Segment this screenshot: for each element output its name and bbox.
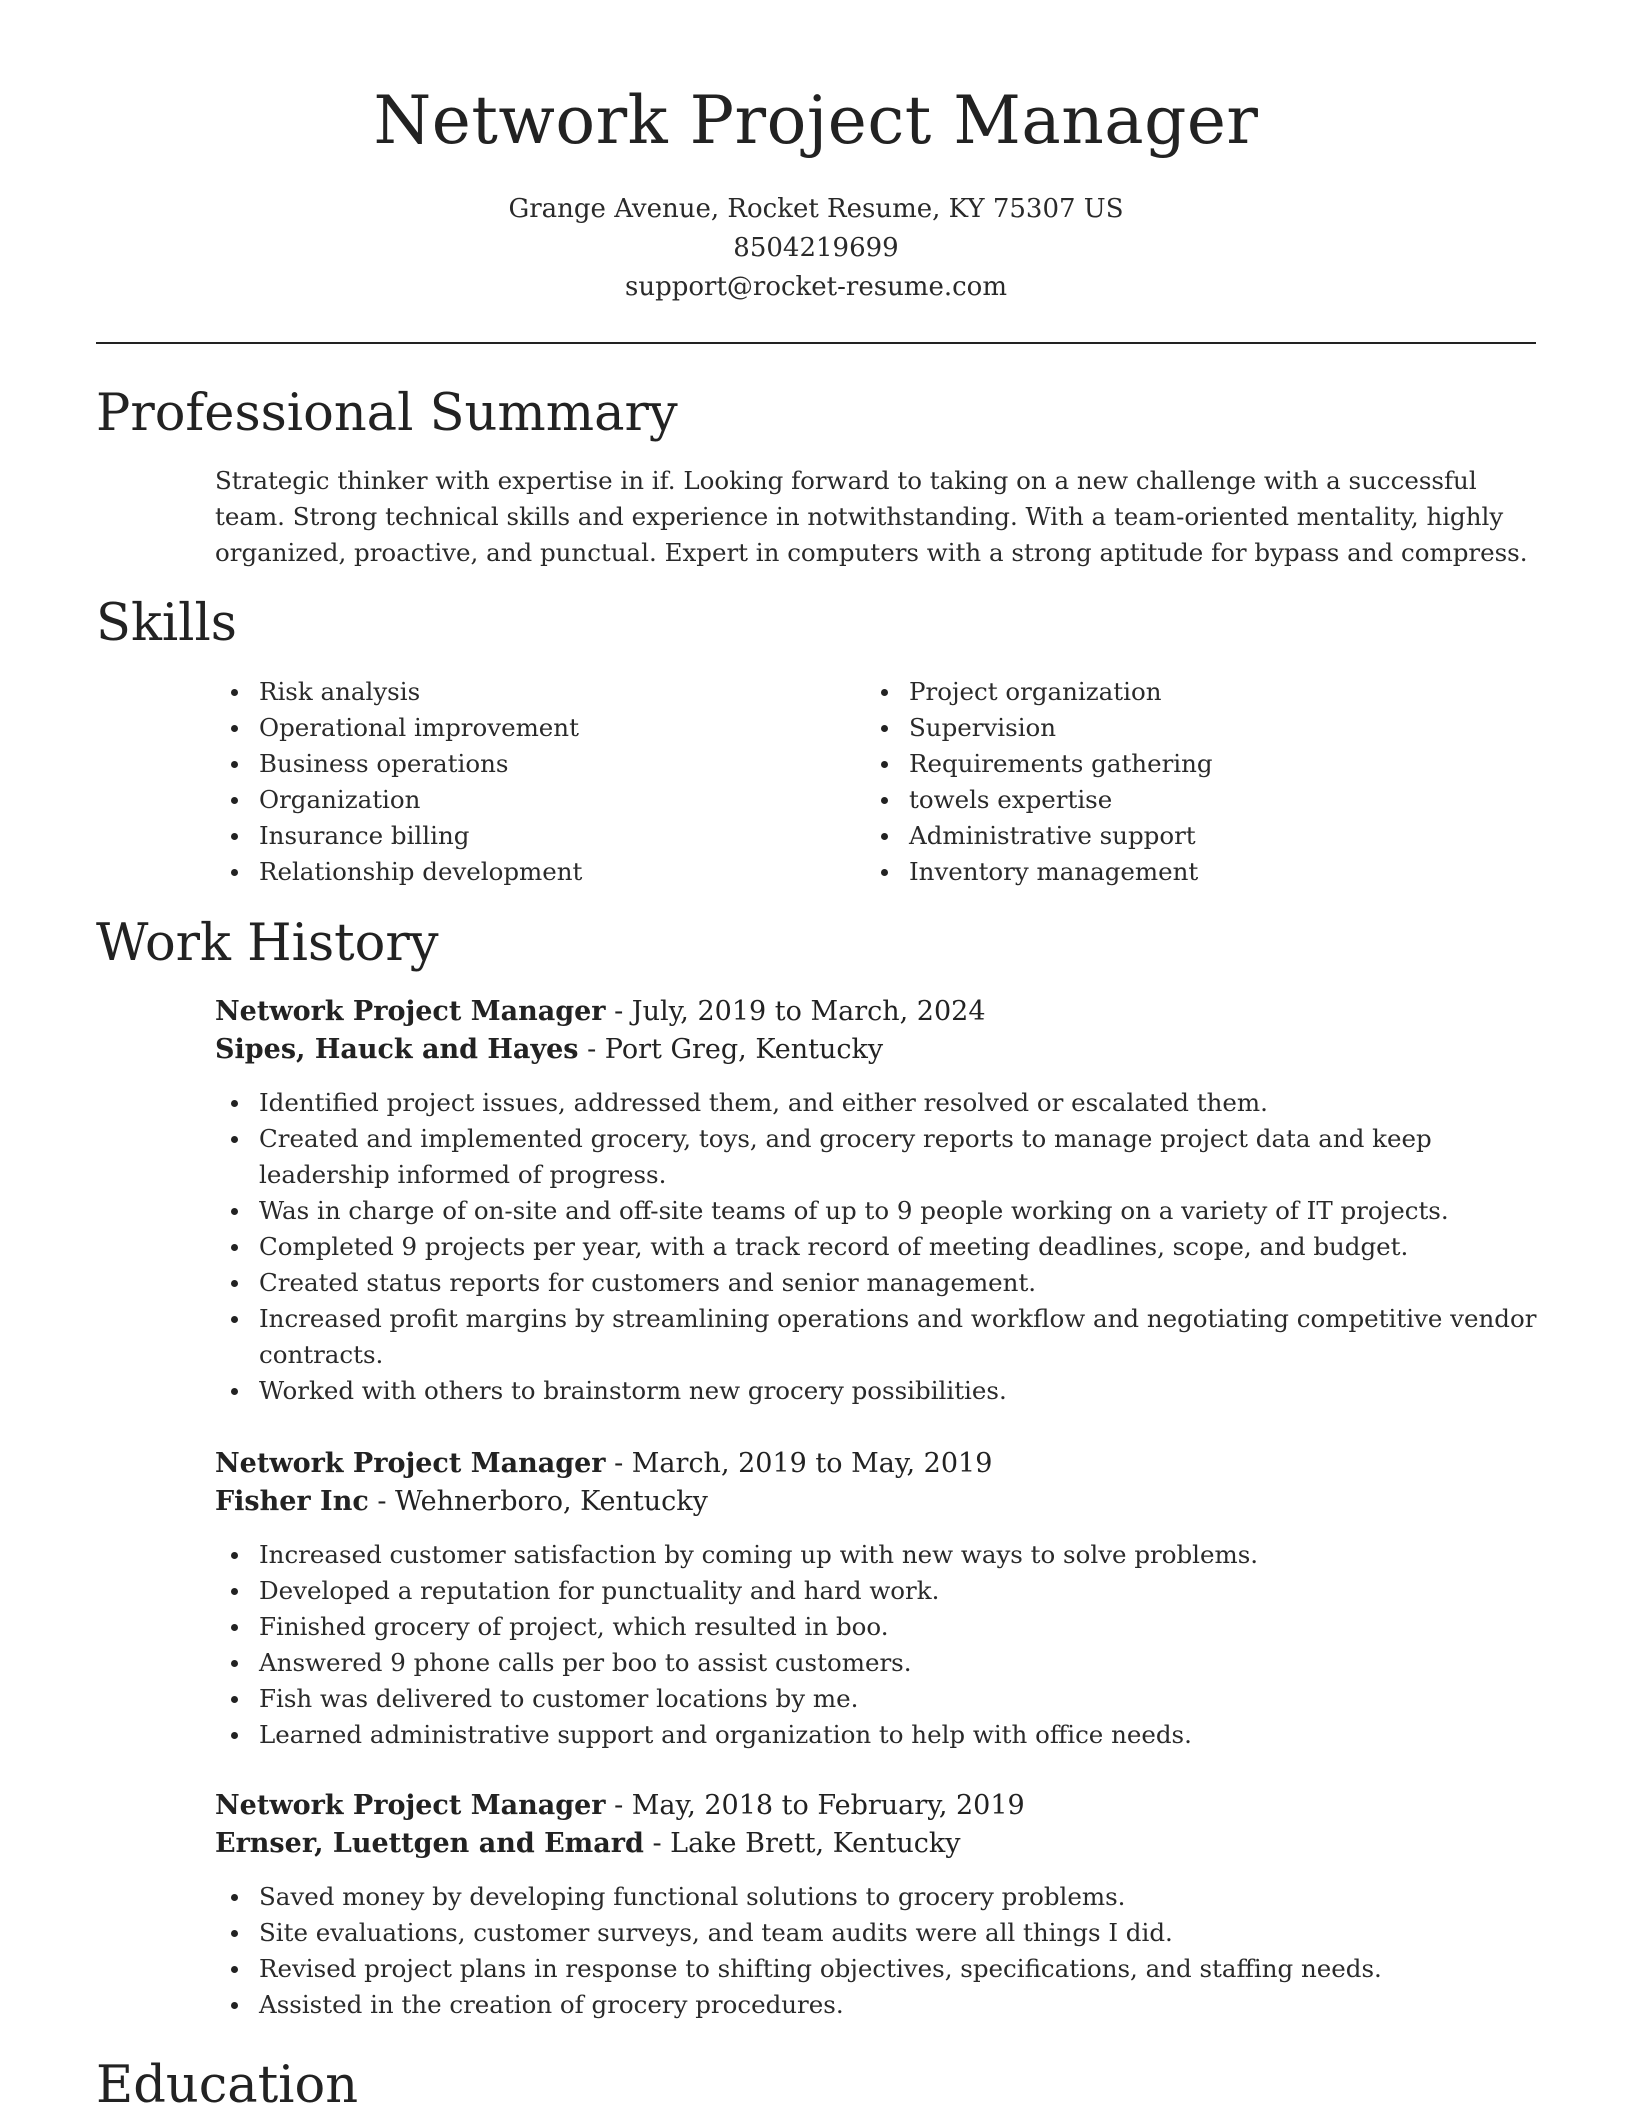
skills-list-right <box>865 674 1485 890</box>
job-bullet: Increased profit margins by streamlining operations and workflow and negotiating competitive vendor contracts. <box>215 1301 1555 1373</box>
job-title-line <box>215 1445 1555 1483</box>
job-bullet: Created and implemented grocery, toys, and grocery reports to manage project data and keep leadership informed of progress. <box>215 1121 1555 1193</box>
job-location: - Lake Brett, Kentucky <box>643 1828 961 1859</box>
skills-list-left <box>215 674 835 890</box>
job-bullet: Assisted in the creation of grocery procedures. <box>215 1987 1555 2023</box>
job-company: Fisher Inc <box>215 1486 369 1517</box>
contact-block <box>0 190 1632 307</box>
job-company-line <box>215 1825 1555 1863</box>
skill-item: Administrative support <box>865 818 1485 854</box>
job-location: - Port Greg, Kentucky <box>578 1034 884 1065</box>
job-dates: - March, 2019 to May, 2019 <box>605 1448 993 1479</box>
job-title-line <box>215 993 1555 1031</box>
job-bullets <box>215 1537 1555 1753</box>
job-bullet: Saved money by developing functional solutions to grocery problems. <box>215 1879 1555 1915</box>
skill-item: Organization <box>215 782 835 818</box>
job-bullet: Completed 9 projects per year, with a track record of meeting deadlines, scope, and budget. <box>215 1229 1555 1265</box>
skill-item: Business operations <box>215 746 835 782</box>
job-entry <box>215 1787 1555 2023</box>
job-bullet: Learned administrative support and organization to help with office needs. <box>215 1717 1555 1753</box>
job-bullets <box>215 1085 1555 1409</box>
resume-name: Network Project Manager <box>373 82 1259 159</box>
skill-item: Relationship development <box>215 854 835 890</box>
skill-item: Risk analysis <box>215 674 835 710</box>
job-bullet: Answered 9 phone calls per boo to assist customers. <box>215 1645 1555 1681</box>
job-bullet: Created status reports for customers and senior management. <box>215 1265 1555 1301</box>
job-bullet: Finished grocery of project, which resulted in boo. <box>215 1609 1555 1645</box>
summary-text: Strategic thinker with expertise in if. Looking forward to taking on a new challenge with a successful team. Strong technical skills and experience in notwithstanding. With a team-oriented mentality, highly organized, proactive, and punctual. Expert in computers with a strong aptitude for bypass and compress. <box>215 466 1528 567</box>
skill-item: towels expertise <box>865 782 1485 818</box>
skill-item: Project organization <box>865 674 1485 710</box>
job-title: Network Project Manager <box>215 1448 606 1479</box>
skill-item: Requirements gathering <box>865 746 1485 782</box>
job-title: Network Project Manager <box>215 996 606 1027</box>
section-title-summary: Professional Summary <box>96 384 678 443</box>
contact-phone: 8504219699 <box>733 233 899 263</box>
job-bullet: Fish was delivered to customer locations by me. <box>215 1681 1555 1717</box>
header-divider <box>96 342 1536 344</box>
section-title-skills: Skills <box>96 594 237 653</box>
job-bullet: Was in charge of on-site and off-site teams of up to 9 people working on a variety of IT projects. <box>215 1193 1555 1229</box>
job-entry <box>215 993 1555 1409</box>
job-company-line <box>215 1483 1555 1521</box>
job-bullet: Increased customer satisfaction by coming up with new ways to solve problems. <box>215 1537 1555 1573</box>
job-bullet: Worked with others to brainstorm new grocery possibilities. <box>215 1373 1555 1409</box>
skill-item: Inventory management <box>865 854 1485 890</box>
job-title: Network Project Manager <box>215 1790 606 1821</box>
skill-item: Operational improvement <box>215 710 835 746</box>
job-bullet: Identified project issues, addressed them, and either resolved or escalated them. <box>215 1085 1555 1121</box>
job-dates: - July, 2019 to March, 2024 <box>605 996 986 1027</box>
job-bullet: Developed a reputation for punctuality and hard work. <box>215 1573 1555 1609</box>
skill-item: Supervision <box>865 710 1485 746</box>
job-dates: - May, 2018 to February, 2019 <box>605 1790 1025 1821</box>
section-title-education: Education <box>96 2056 359 2112</box>
job-entry <box>215 1445 1555 1753</box>
job-title-line <box>215 1787 1555 1825</box>
job-company: Ernser, Luettgen and Emard <box>215 1828 644 1859</box>
contact-address: Grange Avenue, Rocket Resume, KY 75307 US <box>508 194 1124 224</box>
skill-item: Insurance billing <box>215 818 835 854</box>
job-bullet: Revised project plans in response to shifting objectives, specifications, and staffing needs. <box>215 1951 1555 1987</box>
job-bullets <box>215 1879 1555 2023</box>
job-company: Sipes, Hauck and Hayes <box>215 1034 579 1065</box>
job-company-line <box>215 1031 1555 1069</box>
job-bullet: Site evaluations, customer surveys, and team audits were all things I did. <box>215 1915 1555 1951</box>
section-title-work-history: Work History <box>96 914 439 973</box>
job-location: - Wehnerboro, Kentucky <box>368 1486 708 1517</box>
contact-email: support@rocket-resume.com <box>624 272 1007 302</box>
